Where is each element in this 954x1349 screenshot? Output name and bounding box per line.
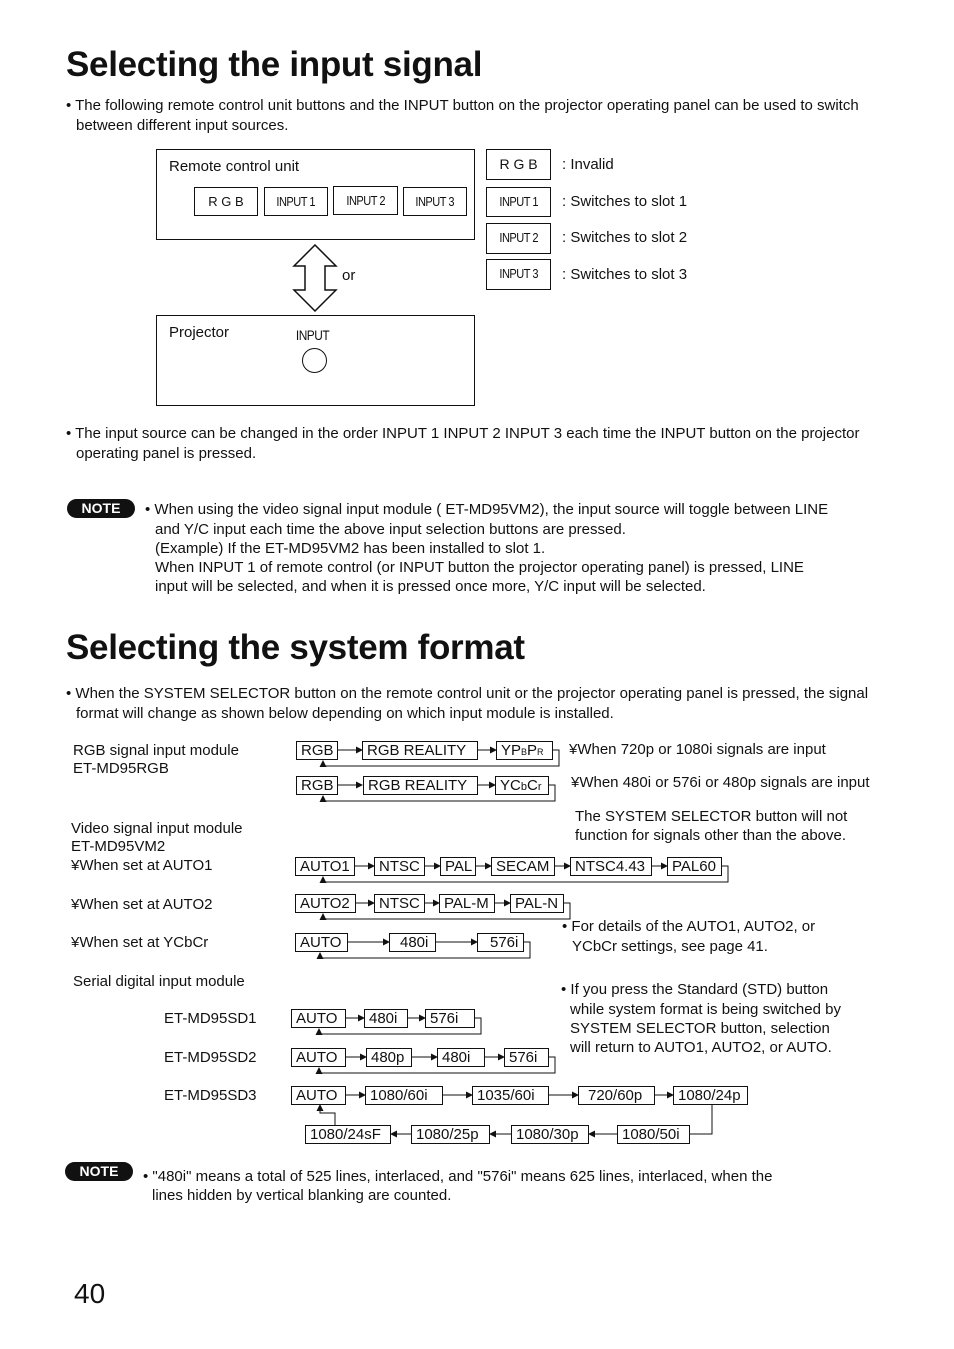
legend-input3-text: : Switches to slot 3 bbox=[562, 266, 688, 283]
std-note: SYSTEM SELECTOR button, selection bbox=[570, 1020, 830, 1037]
legend-input3-button-label: INPUT 3 bbox=[499, 266, 538, 281]
detail-note: • For details of the AUTO1, AUTO2, or bbox=[562, 918, 816, 935]
video-module-model: ET-MD95VM2 bbox=[71, 838, 166, 855]
format-auto1: AUTO1 bbox=[295, 857, 355, 876]
std-note: while system format is being switched by bbox=[570, 1001, 841, 1018]
format-auto: AUTO bbox=[291, 1048, 346, 1067]
format-576i: 576i bbox=[504, 1048, 549, 1067]
format-pal60: PAL60 bbox=[667, 857, 722, 876]
format-576i: 576i bbox=[425, 1009, 475, 1028]
format-480i: 480i bbox=[364, 1009, 408, 1028]
order-note: • The input source can be changed in the order INPUT 1 INPUT 2 INPUT 3 each time the INPUT button on the projector operating panel is pressed. bbox=[66, 425, 860, 462]
page-number: 40 bbox=[74, 1278, 106, 1309]
format-1035-60i: 1035/60i bbox=[472, 1086, 549, 1105]
format-1080-50i: 1080/50i bbox=[617, 1125, 690, 1144]
legend-input1-text: : Switches to slot 1 bbox=[562, 193, 688, 210]
rgb-condition-2: ¥When 480i or 576i or 480p signals are input bbox=[571, 774, 870, 791]
auto2-label: ¥When set at AUTO2 bbox=[71, 896, 213, 913]
format-pal: PAL bbox=[440, 857, 476, 876]
format-1080-25p: 1080/25p bbox=[411, 1125, 490, 1144]
intro-paragraph: • The following remote control unit buttons and the INPUT button on the projector operating panel can be used to switch between different input sources. bbox=[66, 97, 859, 134]
remote-control-label: Remote control unit bbox=[169, 158, 300, 175]
sd3-label: ET-MD95SD3 bbox=[164, 1087, 257, 1104]
intro-paragraph: • When the SYSTEM SELECTOR button on the remote control unit or the projector operating panel is pressed, the signal format will change as shown below depending on which input module is installed. bbox=[66, 685, 869, 722]
format-auto: AUTO bbox=[291, 1009, 346, 1028]
format-1080-24sf: 1080/24sF bbox=[305, 1125, 391, 1144]
format-rgb-reality: RGB REALITY bbox=[362, 741, 478, 760]
note-badge: NOTE bbox=[65, 1162, 133, 1181]
projector-input-label: INPUT bbox=[295, 327, 330, 343]
legend-input1-button-label: INPUT 1 bbox=[499, 194, 538, 209]
format-ntsc: NTSC bbox=[374, 857, 425, 876]
std-note: will return to AUTO1, AUTO2, or AUTO. bbox=[570, 1039, 832, 1056]
format-rgb: RGB bbox=[296, 741, 338, 760]
legend-rgb-button-label: R G B bbox=[499, 156, 538, 172]
remote-input3-button-label: INPUT 3 bbox=[415, 194, 455, 209]
note-line: lines hidden by vertical blanking are counted. bbox=[152, 1187, 452, 1204]
format-1080-60i: 1080/60i bbox=[365, 1086, 443, 1105]
note-line: and Y/C input each time the above input selection buttons are pressed. bbox=[155, 521, 626, 538]
projector-label: Projector bbox=[169, 324, 230, 341]
note-line: • When using the video signal input module ( ET-MD95VM2), the input source will toggle between LINE bbox=[145, 501, 829, 518]
note-badge: NOTE bbox=[67, 499, 135, 518]
format-ntsc: NTSC bbox=[374, 894, 425, 913]
format-auto: AUTO bbox=[291, 1086, 346, 1105]
rgb-other-note: function for signals other than the above. bbox=[575, 827, 847, 844]
format-auto: AUTO bbox=[295, 933, 348, 952]
format-auto2: AUTO2 bbox=[295, 894, 356, 913]
format-720-60p: 720/60p bbox=[578, 1086, 655, 1105]
legend-input2-text: : Switches to slot 2 bbox=[562, 229, 688, 246]
rgb-module-label: RGB signal input module bbox=[73, 742, 239, 759]
format-rgb: RGB bbox=[296, 776, 338, 795]
or-label: or bbox=[342, 267, 356, 284]
note-line: When INPUT 1 of remote control (or INPUT button the projector operating panel) is pressed, LINE bbox=[155, 559, 804, 576]
auto1-label: ¥When set at AUTO1 bbox=[71, 857, 213, 874]
format-rgb-reality: RGB REALITY bbox=[363, 776, 478, 795]
format-576i: 576i bbox=[477, 933, 524, 952]
format-secam: SECAM bbox=[491, 857, 555, 876]
format-pal-m: PAL-M bbox=[439, 894, 495, 913]
remote-input2-button-label: INPUT 2 bbox=[346, 193, 385, 208]
format-ypbpr: YPBPR bbox=[496, 741, 553, 760]
section-title-system-format: Selecting the system format bbox=[66, 628, 525, 667]
rgb-other-note: The SYSTEM SELECTOR button will not bbox=[575, 808, 848, 825]
video-module-label: Video signal input module bbox=[71, 820, 243, 837]
format-480i: 480i bbox=[389, 933, 436, 952]
format-pal-n: PAL-N bbox=[510, 894, 564, 913]
note-line: • "480i" means a total of 525 lines, interlaced, and "576i" means 625 lines, interlaced, when the bbox=[143, 1168, 773, 1185]
remote-rgb-button-label: R G B bbox=[208, 194, 244, 209]
std-note: • If you press the Standard (STD) button bbox=[561, 981, 829, 998]
legend-rgb-text: : Invalid bbox=[562, 156, 614, 173]
format-1080-24p: 1080/24p bbox=[673, 1086, 748, 1105]
format-ntsc443: NTSC4.43 bbox=[570, 857, 652, 876]
remote-input1-button-label: INPUT 1 bbox=[276, 194, 316, 209]
note-line: input will be selected, and when it is pressed once more, Y/C input will be selected. bbox=[155, 578, 706, 595]
format-1080-30p: 1080/30p bbox=[511, 1125, 589, 1144]
note-line: (Example) If the ET-MD95VM2 has been installed to slot 1. bbox=[155, 540, 546, 557]
sd2-label: ET-MD95SD2 bbox=[164, 1049, 257, 1066]
section-title-input-signal: Selecting the input signal bbox=[66, 45, 483, 84]
serial-module-label: Serial digital input module bbox=[73, 973, 245, 990]
detail-note: YCbCr settings, see page 41. bbox=[572, 938, 768, 955]
legend-input2-button-label: INPUT 2 bbox=[499, 230, 538, 245]
format-480p: 480p bbox=[366, 1048, 412, 1067]
format-ycbcr: YCbCr bbox=[495, 776, 549, 795]
rgb-module-model: ET-MD95RGB bbox=[73, 760, 169, 777]
rgb-condition-1: ¥When 720p or 1080i signals are input bbox=[569, 741, 826, 758]
format-480i: 480i bbox=[437, 1048, 485, 1067]
sd1-label: ET-MD95SD1 bbox=[164, 1010, 257, 1027]
ycbcr-label: ¥When set at YCbCr bbox=[71, 934, 209, 951]
